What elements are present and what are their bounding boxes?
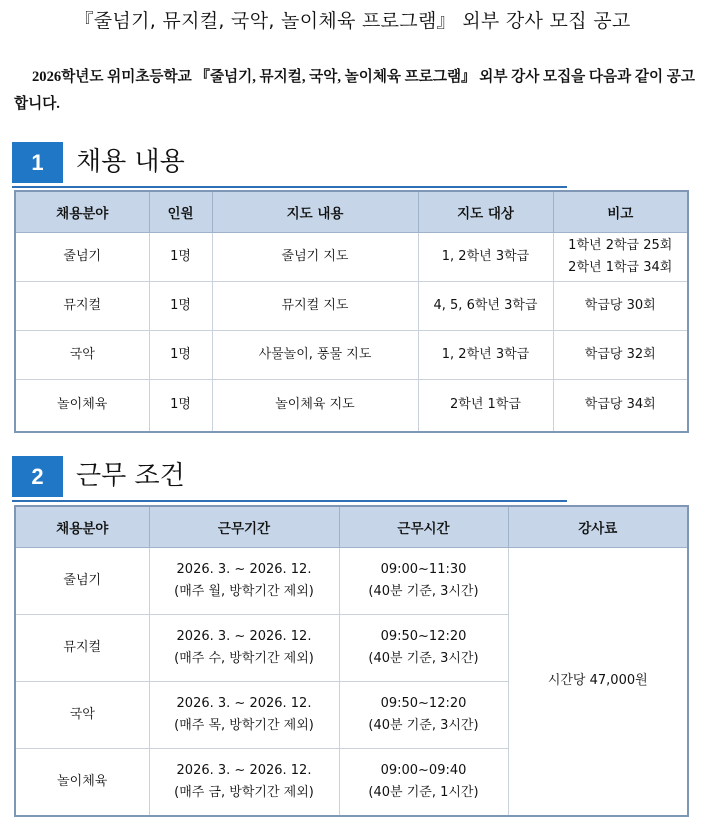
field-cell: 국악 bbox=[15, 682, 149, 749]
table-row bbox=[15, 548, 688, 615]
field-cell: 뮤지컬 bbox=[15, 615, 149, 682]
content-cell: 사물놀이, 풍물 지도 bbox=[212, 331, 418, 380]
hours-note: (40분 기준, 1시간) bbox=[368, 784, 479, 800]
table-header-row bbox=[15, 506, 688, 548]
header-field: 채용분야 bbox=[15, 191, 149, 233]
hours-range: 09:50~12:20 bbox=[380, 629, 467, 644]
note-cell: 학급당 30회 bbox=[553, 282, 688, 331]
field-cell: 놀이체육 bbox=[15, 749, 149, 816]
note-cell bbox=[553, 233, 688, 282]
count-cell: 1명 bbox=[149, 380, 212, 432]
field-cell: 줄넘기 bbox=[15, 233, 149, 282]
table-header-row bbox=[15, 191, 688, 233]
note-line: 2학년 1학급 34회 bbox=[568, 260, 673, 275]
period-dates: 2026. 3. ~ 2026. 12. bbox=[176, 762, 312, 778]
period-note: (매주 금, 방학기간 제외) bbox=[174, 784, 314, 800]
content-cell: 줄넘기 지도 bbox=[212, 233, 418, 282]
period-note: (매주 수, 방학기간 제외) bbox=[174, 651, 314, 666]
note-cell: 학급당 32회 bbox=[553, 331, 688, 380]
header-target: 지도 대상 bbox=[418, 191, 553, 233]
note-line: 1학년 2학급 25회 bbox=[568, 238, 673, 253]
count-cell: 1명 bbox=[149, 233, 212, 282]
header-hours: 근무시간 bbox=[339, 506, 508, 548]
period-dates: 2026. 3. ~ 2026. 12. bbox=[176, 629, 312, 644]
document-title: 『줄넘기, 뮤지컬, 국악, 놀이체육 프로그램』 외부 강사 모집 공고 bbox=[74, 10, 631, 32]
header-fee: 강사료 bbox=[508, 506, 688, 548]
header-content: 지도 내용 bbox=[212, 191, 418, 233]
count-cell: 1명 bbox=[149, 282, 212, 331]
hours-range: 09:00~09:40 bbox=[380, 762, 467, 778]
section-1-number: 1 bbox=[12, 142, 63, 183]
period-dates: 2026. 3. ~ 2026. 12. bbox=[176, 696, 312, 711]
section-2-number: 2 bbox=[12, 456, 63, 497]
fee-cell: 시간당 47,000원 bbox=[508, 548, 688, 816]
target-cell: 2학년 1학급 bbox=[418, 380, 553, 432]
period-cell bbox=[149, 548, 339, 615]
hours-range: 09:50~12:20 bbox=[380, 696, 467, 711]
count-cell: 1명 bbox=[149, 331, 212, 380]
hours-note: (40분 기준, 3시간) bbox=[368, 651, 479, 666]
header-note: 비고 bbox=[553, 191, 688, 233]
hours-note: (40분 기준, 3시간) bbox=[368, 584, 479, 599]
section-1-title: 채용 내용 bbox=[76, 147, 185, 177]
header-count: 인원 bbox=[149, 191, 212, 233]
table-row bbox=[15, 282, 688, 331]
hours-cell bbox=[339, 682, 508, 749]
target-cell: 1, 2학년 3학급 bbox=[418, 331, 553, 380]
content-cell: 놀이체육 지도 bbox=[212, 380, 418, 432]
period-cell bbox=[149, 749, 339, 816]
period-cell bbox=[149, 682, 339, 749]
period-dates: 2026. 3. ~ 2026. 12. bbox=[176, 562, 312, 577]
hours-cell bbox=[339, 548, 508, 615]
period-note: (매주 월, 방학기간 제외) bbox=[174, 584, 314, 599]
section-2-title: 근무 조건 bbox=[76, 461, 185, 491]
recruitment-table bbox=[14, 190, 689, 433]
field-cell: 뮤지컬 bbox=[15, 282, 149, 331]
hours-note: (40분 기준, 3시간) bbox=[368, 718, 479, 733]
section-2-header bbox=[12, 456, 567, 502]
hours-range: 09:00~11:30 bbox=[380, 562, 467, 577]
period-note: (매주 목, 방학기간 제외) bbox=[174, 718, 314, 733]
field-cell: 줄넘기 bbox=[15, 548, 149, 615]
note-cell: 학급당 34회 bbox=[553, 380, 688, 432]
period-cell bbox=[149, 615, 339, 682]
hours-cell bbox=[339, 749, 508, 816]
field-cell: 국악 bbox=[15, 331, 149, 380]
hours-cell bbox=[339, 615, 508, 682]
table-row bbox=[15, 380, 688, 432]
work-conditions-table bbox=[14, 505, 689, 817]
table-row bbox=[15, 331, 688, 380]
intro-paragraph: 2026학년도 위미초등학교 『줄넘기, 뮤지컬, 국악, 놀이체육 프로그램』 외부 강사 모집을 다음과 같이 공고합니다. bbox=[14, 69, 695, 112]
header-field: 채용분야 bbox=[15, 506, 149, 548]
table-row bbox=[15, 233, 688, 282]
target-cell: 1, 2학년 3학급 bbox=[418, 233, 553, 282]
header-period: 근무기간 bbox=[149, 506, 339, 548]
content-cell: 뮤지컬 지도 bbox=[212, 282, 418, 331]
field-cell: 놀이체육 bbox=[15, 380, 149, 432]
section-1-header bbox=[12, 142, 567, 188]
target-cell: 4, 5, 6학년 3학급 bbox=[418, 282, 553, 331]
